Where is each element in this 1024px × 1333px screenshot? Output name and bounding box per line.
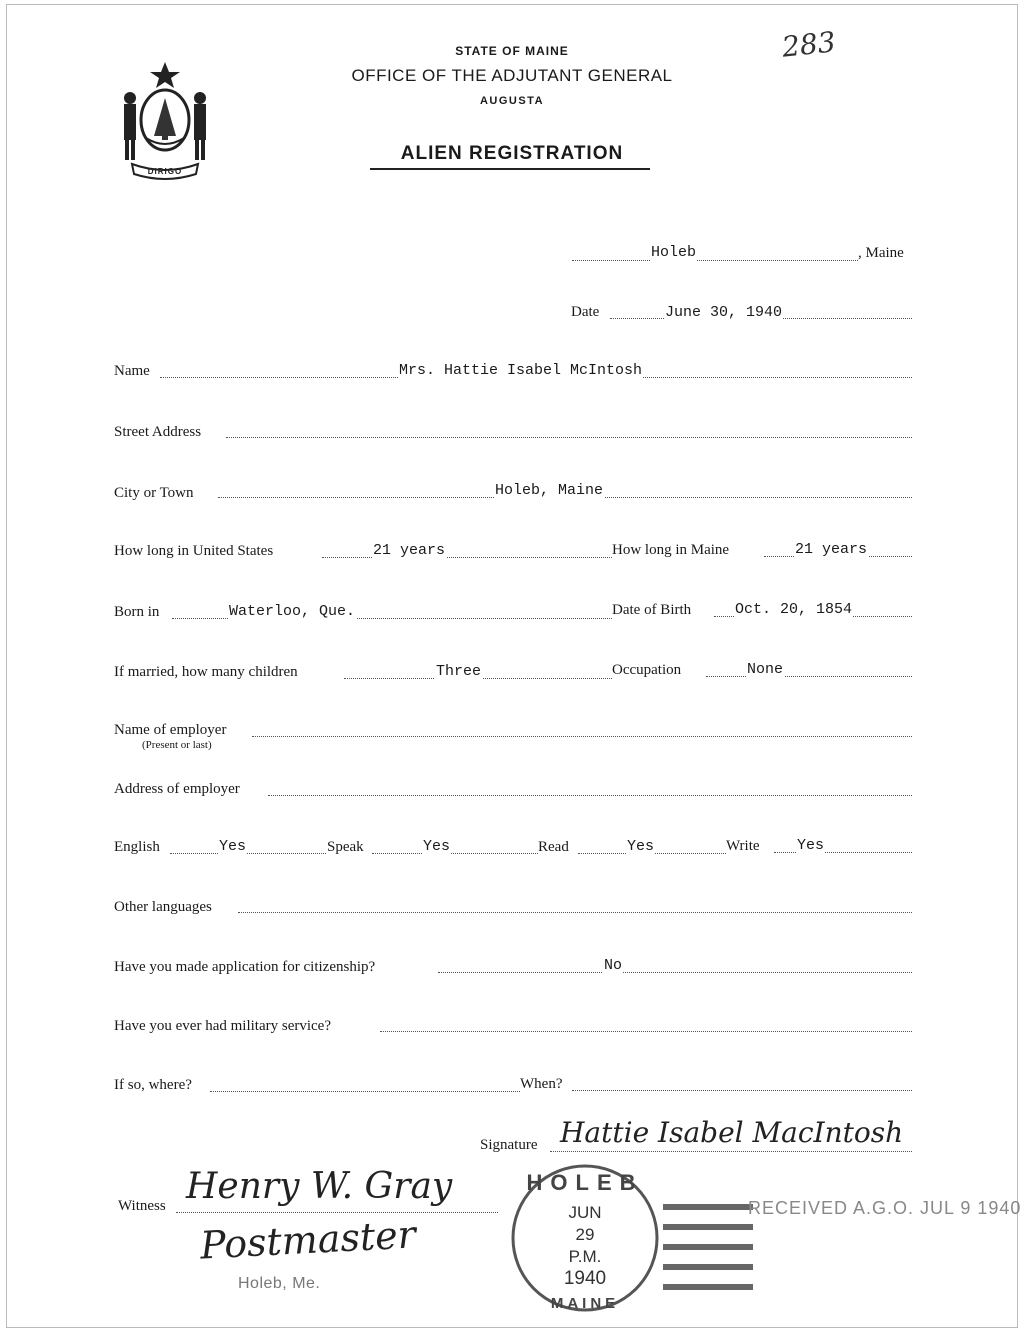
dob-label: Date of Birth [612, 602, 692, 618]
when-label: When? [520, 1076, 563, 1092]
title-underline [370, 168, 650, 170]
write-line [774, 852, 912, 853]
occupation-value: None [747, 661, 784, 678]
us-line [322, 557, 612, 558]
dob-value: Oct. 20, 1854 [735, 601, 853, 618]
citizenship-label: Have you made application for citizenship? [114, 959, 376, 975]
witness-place-stamp: Holeb, Me. [238, 1275, 321, 1292]
name-label: Name [114, 363, 150, 379]
occupation-label: Occupation [612, 662, 682, 678]
seal-banner-text: DIRIGO [147, 167, 183, 176]
write-label: Write [726, 838, 760, 854]
employer-sublabel: (Present or last) [142, 739, 212, 751]
witness-signature: Henry W. Gray [186, 1166, 453, 1207]
received-stamp: RECEIVED A.G.O. JUL 9 1940 [748, 1198, 1022, 1218]
us-value: 21 years [373, 542, 446, 559]
postmark-day: 29 [575, 1225, 595, 1244]
military-line [380, 1031, 912, 1032]
born-value: Waterloo, Que. [229, 603, 356, 620]
where-line [210, 1091, 520, 1092]
file-number: 283 [780, 25, 838, 64]
witness-label: Witness [118, 1198, 166, 1214]
town-line [572, 260, 858, 261]
street-label: Street Address [114, 424, 202, 440]
english-value: Yes [219, 838, 247, 855]
city-value: Holeb, Maine [495, 482, 604, 499]
speak-line [372, 853, 538, 854]
form-title: ALIEN REGISTRATION [400, 143, 624, 164]
town-value: Holeb [651, 244, 697, 261]
citizenship-line [438, 972, 912, 973]
signature-label: Signature [480, 1137, 538, 1153]
town-suffix: , Maine [858, 245, 904, 261]
employer-line [252, 736, 912, 737]
speak-label: Speak [327, 839, 364, 855]
english-label: English [114, 839, 160, 855]
occupation-line [706, 676, 912, 677]
header-city: AUGUSTA [479, 95, 545, 107]
where-label: If so, where? [114, 1077, 192, 1093]
date-label: Date [571, 304, 600, 320]
read-label: Read [538, 839, 569, 855]
read-value: Yes [627, 838, 655, 855]
header-state: STATE OF MAINE [455, 44, 569, 58]
english-line [170, 853, 326, 854]
when-line [572, 1090, 912, 1091]
military-label: Have you ever had military service? [114, 1018, 331, 1034]
citizenship-value: No [604, 957, 623, 974]
employer-label: Name of employer [114, 722, 227, 738]
signature-line [550, 1151, 912, 1152]
maine-value: 21 years [795, 541, 868, 558]
postmark-state: MAINE [550, 1295, 620, 1312]
employer-address-line [268, 795, 912, 796]
employer-address-label: Address of employer [114, 781, 240, 797]
children-label: If married, how many children [114, 664, 298, 680]
speak-value: Yes [423, 838, 451, 855]
date-value: June 30, 1940 [665, 304, 783, 321]
name-value: Mrs. Hattie Isabel McIntosh [399, 362, 643, 379]
us-label: How long in United States [114, 543, 274, 559]
write-value: Yes [797, 837, 825, 854]
witness-line [176, 1212, 498, 1213]
maine-label: How long in Maine [612, 542, 730, 558]
postmark-year: 1940 [563, 1268, 607, 1289]
postmark-time: P.M. [568, 1247, 602, 1266]
other-languages-label: Other languages [114, 899, 212, 915]
children-value: Three [436, 663, 482, 680]
postmark-town: HOLEB [526, 1170, 644, 1195]
postmark-month: JUN [568, 1203, 602, 1222]
born-label: Born in [114, 604, 160, 620]
city-label: City or Town [114, 485, 194, 501]
witness-title: Postmaster [198, 1212, 417, 1268]
street-line [226, 437, 912, 438]
header-office: OFFICE OF THE ADJUTANT GENERAL [351, 66, 673, 85]
postmark [505, 1160, 765, 1320]
signature-handwriting: Hattie Isabel MacIntosh [560, 1116, 904, 1149]
other-languages-line [238, 912, 912, 913]
